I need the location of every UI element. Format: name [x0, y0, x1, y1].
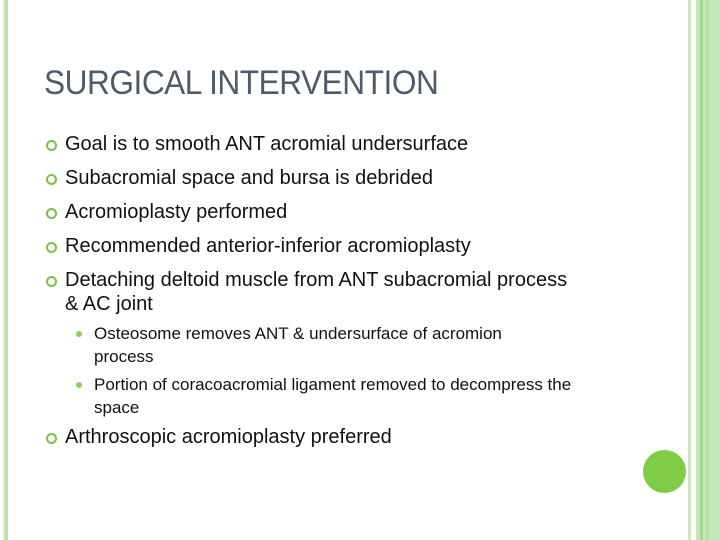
sub-bullet-text: Portion of coracoacromial ligament removed to decompress the space: [94, 375, 572, 417]
green-circle-decoration: [643, 450, 686, 493]
sub-bullet-item: [44, 373, 574, 419]
bullet-text: Goal is to smooth ANT acromial undersurface: [65, 133, 469, 155]
bullet-item: [44, 166, 644, 190]
left-border-decoration-inner: [5, 0, 8, 540]
slide-title: SURGICAL INTERVENTION: [44, 64, 439, 102]
sub-bullet-item: [44, 322, 534, 368]
bullet-item: [44, 268, 585, 316]
hollow-circle-bullet-icon: [46, 208, 57, 219]
hollow-circle-bullet-icon: [46, 433, 57, 444]
hollow-circle-bullet-icon: [46, 140, 57, 151]
dot-bullet-icon: [76, 331, 82, 337]
slide-content: [44, 132, 644, 459]
sub-bullet-text: Osteosome removes ANT & undersurface of acromion process: [94, 324, 502, 366]
bullet-text: Acromioplasty performed: [65, 201, 288, 223]
hollow-circle-bullet-icon: [46, 174, 57, 185]
dot-bullet-icon: [76, 382, 82, 388]
right-border-stripe: [700, 0, 703, 540]
bullet-item: [44, 234, 644, 258]
bullet-text: Arthroscopic acromioplasty preferred: [65, 426, 392, 448]
hollow-circle-bullet-icon: [46, 242, 57, 253]
hollow-circle-bullet-icon: [46, 276, 57, 287]
bullet-item: [44, 425, 644, 449]
bullet-item: [44, 132, 644, 156]
bullet-text: Subacromial space and bursa is debrided: [65, 167, 433, 189]
bullet-item: [44, 200, 644, 224]
bullet-text: Detaching deltoid muscle from ANT subacromial process & AC joint: [65, 269, 568, 315]
bullet-text: Recommended anterior-inferior acromioplasty: [65, 235, 471, 257]
right-border-line: [688, 0, 691, 540]
right-border-stripe-2: [706, 0, 709, 540]
